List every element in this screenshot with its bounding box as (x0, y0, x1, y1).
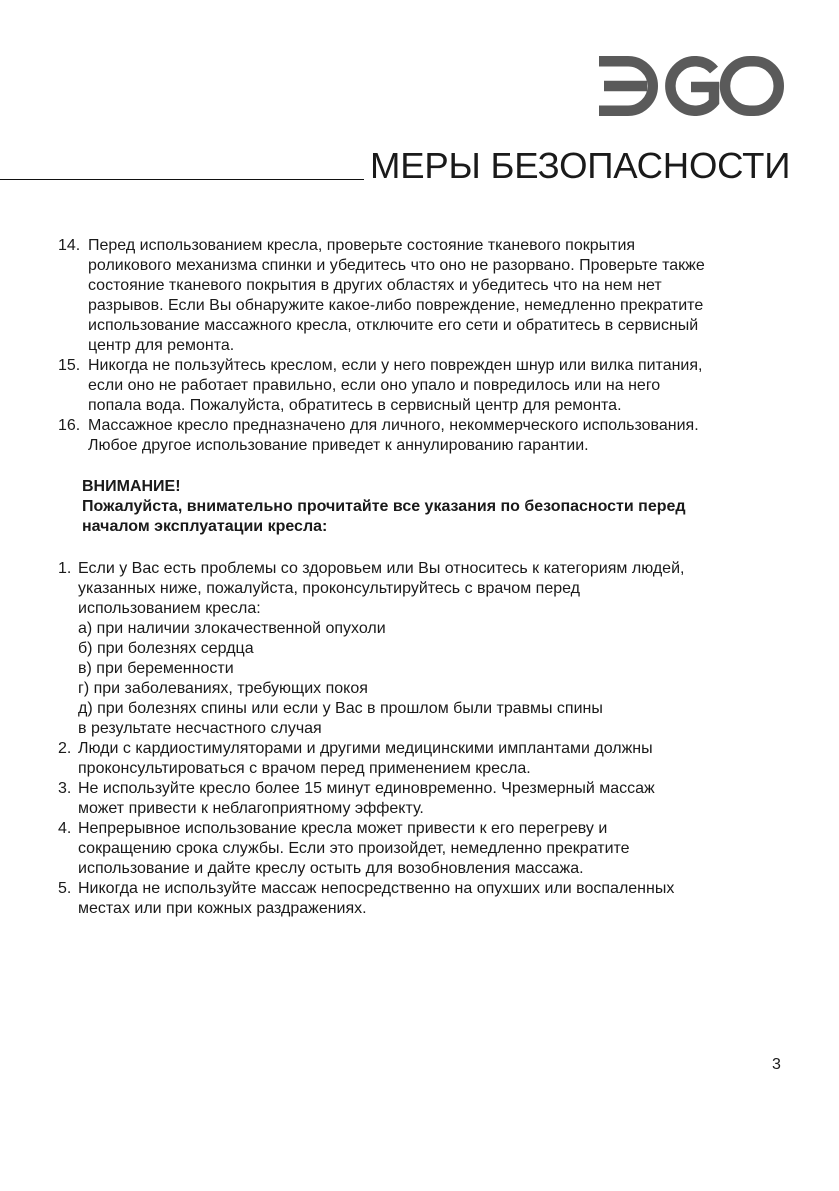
item-number: 2. (58, 740, 72, 757)
item-text: использование и дайте креслу остыть для возобновления массажа. (78, 860, 584, 877)
warning-text: началом эксплуатации кресла: (82, 518, 328, 535)
list-item (58, 356, 798, 416)
item-text: Массажное кресло предназначено для личного, некоммерческого использования. (88, 417, 699, 434)
item-number: 4. (58, 820, 72, 837)
item-text: Любое другое использование приведет к аннулированию гарантии. (88, 437, 589, 454)
item-number: 5. (58, 880, 72, 897)
item-text: попала вода. Пожалуйста, обратитесь в сервисный центр для ремонта. (88, 397, 622, 414)
item-number: 15. (58, 357, 81, 374)
item-text: сокращению срока службы. Если это произойдет, немедленно прекратите (78, 840, 630, 857)
item-number: 14. (58, 237, 81, 254)
list-item (58, 236, 798, 356)
warning-heading: ВНИМАНИЕ! (82, 478, 181, 495)
item-number: 1. (58, 560, 72, 577)
precautions-list (58, 559, 798, 919)
item-text: если оно не работает правильно, если оно упало и повредилось или на него (88, 377, 661, 394)
item-text: Никогда не используйте массаж непосредственно на опухших или воспаленных (78, 880, 675, 897)
page-title: МЕРЫ БЕЗОПАСНОСТИ (370, 145, 791, 186)
item-text: в результате несчастного случая (78, 720, 322, 737)
list-item (58, 779, 798, 819)
item-number: 16. (58, 417, 81, 434)
item-text: указанных ниже, пожалуйста, проконсультируйтесь с врачом перед (78, 580, 580, 597)
item-text: Люди с кардиостимуляторами и другими медицинскими имплантами должны (78, 740, 653, 757)
item-text: роликового механизма спинки и убедитесь что оно не разорвано. Проверьте также (88, 257, 705, 274)
item-text: Никогда не пользуйтесь креслом, если у него поврежден шнур или вилка питания, (88, 357, 703, 374)
list-item (58, 559, 798, 739)
item-text: б) при болезнях сердца (78, 640, 254, 657)
safety-list (58, 236, 798, 456)
page-number: 3 (772, 1056, 781, 1073)
item-text: г) при заболеваниях, требующих покоя (78, 680, 368, 697)
item-text: а) при наличии злокачественной опухоли (78, 620, 386, 637)
item-text: разрывов. Если Вы обнаружите какое-либо повреждение, немедленно прекратите (88, 297, 704, 314)
item-text: в) при беременности (78, 660, 234, 677)
item-text: использованием кресла: (78, 600, 261, 617)
header-rule (0, 179, 364, 180)
list-item (58, 739, 798, 779)
item-number: 3. (58, 780, 72, 797)
ego-logo (594, 56, 784, 116)
item-text: проконсультироваться с врачом перед применением кресла. (78, 760, 531, 777)
item-text: использование массажного кресла, отключите его сети и обратитесь в сервисный (88, 317, 699, 334)
item-text: д) при болезнях спины или если у Вас в прошлом были травмы спины (78, 700, 603, 717)
item-text: центр для ремонта. (88, 337, 235, 354)
warning-block (82, 477, 802, 537)
list-item (58, 819, 798, 879)
warning-text: Пожалуйста, внимательно прочитайте все указания по безопасности перед (82, 498, 686, 515)
item-text: местах или при кожных раздражениях. (78, 900, 367, 917)
item-text: Если у Вас есть проблемы со здоровьем или Вы относитесь к категориям людей, (78, 560, 685, 577)
item-text: Непрерывное использование кресла может привести к его перегреву и (78, 820, 608, 837)
list-item (58, 879, 798, 919)
item-text: Не используйте кресло более 15 минут единовременно. Чрезмерный массаж (78, 780, 655, 797)
item-text: Перед использованием кресла, проверьте состояние тканевого покрытия (88, 237, 636, 254)
item-text: может привести к неблагоприятному эффекту. (78, 800, 424, 817)
item-text: состояние тканевого покрытия в других областях и убедитесь что на нем нет (88, 277, 662, 294)
list-item (58, 416, 798, 456)
